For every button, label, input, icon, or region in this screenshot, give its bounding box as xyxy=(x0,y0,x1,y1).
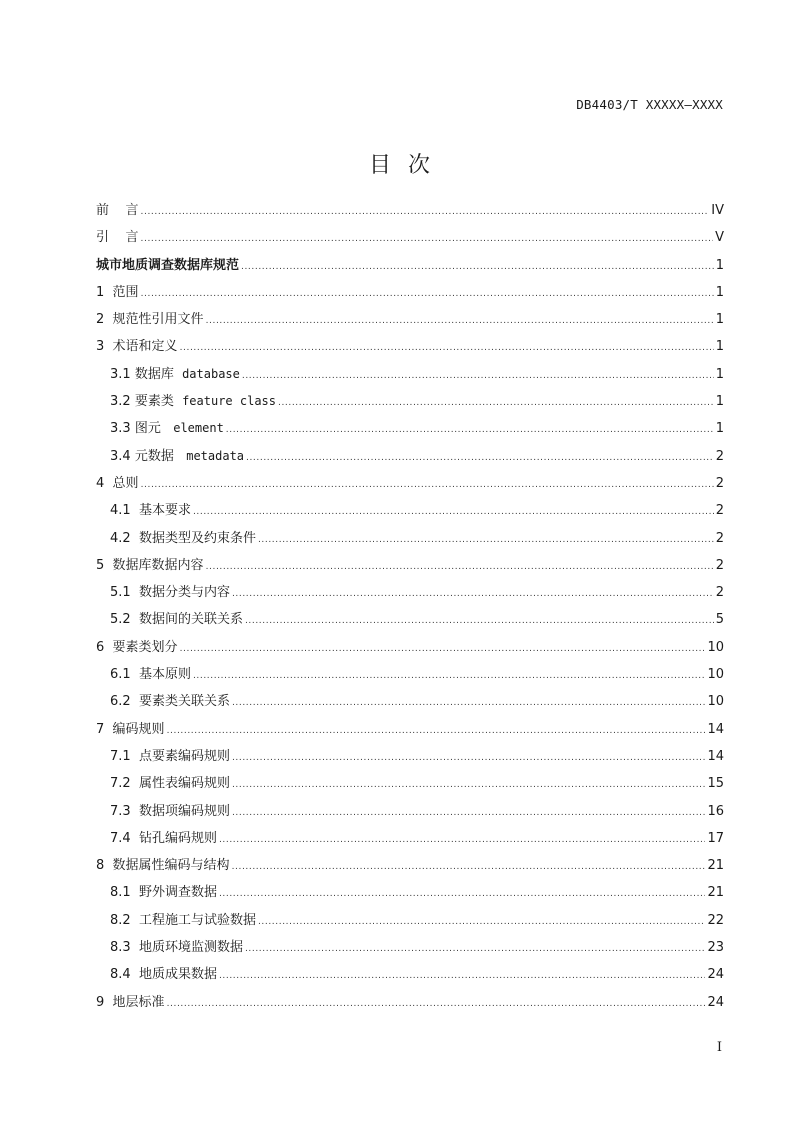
dot-leader xyxy=(232,854,706,881)
toc-entry-label: 数据分类与内容 xyxy=(138,585,230,601)
toc-entry-label: 工程施工与试验数据 xyxy=(138,912,256,928)
toc-entry-english-term: metadata xyxy=(186,448,245,463)
toc-entry-english-term: database xyxy=(182,366,240,381)
toc-entry[interactable] xyxy=(96,852,724,879)
toc-entry-number: 7 xyxy=(96,721,113,737)
toc-entry-page: 22 xyxy=(707,912,724,928)
dot-leader xyxy=(193,499,714,526)
toc-entry[interactable] xyxy=(96,798,724,825)
dot-leader xyxy=(242,363,714,390)
toc-entry-page: 2 xyxy=(715,503,724,519)
toc-entry[interactable] xyxy=(96,470,724,497)
toc-entry-page: 10 xyxy=(707,694,724,710)
toc-entry-label: 基本原则 xyxy=(138,667,191,683)
toc-entry-number: 8.3 xyxy=(110,940,139,956)
dot-leader xyxy=(232,800,705,827)
toc-entry-label: 要素类划分 xyxy=(112,639,178,655)
toc-entry[interactable] xyxy=(96,197,724,224)
dot-leader xyxy=(219,827,705,854)
dot-leader xyxy=(232,690,705,717)
toc-entry-english-term: feature class xyxy=(182,394,276,409)
toc-entry-page: 1 xyxy=(715,284,724,300)
toc-entry-label: 编码规则 xyxy=(112,721,165,737)
toc-entry-page: 2 xyxy=(715,448,724,464)
toc-entry[interactable] xyxy=(96,989,724,1016)
toc-entry-number: 9 xyxy=(96,994,113,1010)
toc-entry-label: 元数据 xyxy=(134,448,187,464)
toc-entry-page: 1 xyxy=(715,257,724,273)
toc-entry-number: 3.3 xyxy=(110,421,135,437)
page-title: 目 次 xyxy=(369,153,431,178)
toc-entry[interactable] xyxy=(96,579,724,606)
dot-leader xyxy=(219,881,705,908)
dot-leader xyxy=(232,772,705,799)
toc-entry-number: 8 xyxy=(96,858,113,874)
toc-entry-label: 基本要求 xyxy=(138,503,191,519)
dot-leader xyxy=(167,991,706,1018)
page-number: I xyxy=(716,1040,722,1055)
table-of-contents xyxy=(96,197,724,1016)
toc-entry-page: 10 xyxy=(707,639,724,655)
toc-entry-label: 地质环境监测数据 xyxy=(138,940,243,956)
toc-entry-label: 城市地质调查数据库规范 xyxy=(96,257,240,273)
toc-entry[interactable] xyxy=(96,634,724,661)
toc-entry[interactable] xyxy=(96,333,724,360)
toc-entry-page: 15 xyxy=(707,776,724,792)
toc-entry-page: 17 xyxy=(707,830,724,846)
toc-entry[interactable] xyxy=(96,497,724,524)
toc-entry-number: 5.2 xyxy=(110,612,139,628)
dot-leader xyxy=(180,636,706,663)
dot-leader xyxy=(167,718,706,745)
toc-entry-label: 数据类型及约束条件 xyxy=(138,530,256,546)
toc-entry-page: 5 xyxy=(715,612,724,628)
toc-entry-label: 术语和定义 xyxy=(112,339,178,355)
toc-entry-label: 总则 xyxy=(112,475,139,491)
toc-entry[interactable] xyxy=(96,825,724,852)
toc-entry-number: 7.3 xyxy=(110,803,139,819)
toc-entry[interactable] xyxy=(96,552,724,579)
dot-leader xyxy=(206,308,714,335)
dot-leader xyxy=(141,199,710,226)
toc-entry-label: 地质成果数据 xyxy=(138,967,217,983)
toc-entry-page: 21 xyxy=(707,858,724,874)
toc-entry-number: 4.1 xyxy=(110,503,139,519)
toc-entry-label: 前 言 xyxy=(96,203,139,218)
toc-entry-label: 数据项编码规则 xyxy=(138,803,230,819)
dot-leader xyxy=(141,226,714,253)
toc-entry-page: 2 xyxy=(715,475,724,491)
dot-leader xyxy=(180,335,714,362)
toc-entry-number: 3.1 xyxy=(110,366,135,382)
toc-entry[interactable] xyxy=(96,661,724,688)
toc-entry-label: 钻孔编码规则 xyxy=(138,830,217,846)
toc-entry[interactable] xyxy=(96,443,724,470)
dot-leader xyxy=(226,417,714,444)
toc-entry-number: 8.2 xyxy=(110,912,139,928)
toc-entry-page: 21 xyxy=(707,885,724,901)
toc-entry-number: 8.4 xyxy=(110,967,139,983)
dot-leader xyxy=(141,472,714,499)
toc-entry-label: 数据库数据内容 xyxy=(112,557,204,573)
toc-entry-label: 数据库 xyxy=(134,366,183,382)
dot-leader xyxy=(246,445,714,472)
toc-entry[interactable] xyxy=(96,306,724,333)
toc-entry-label: 要素类 xyxy=(134,394,183,410)
toc-entry[interactable] xyxy=(96,961,724,988)
toc-entry[interactable] xyxy=(96,279,724,306)
toc-entry-page: 10 xyxy=(707,667,724,683)
toc-entry-page: 16 xyxy=(707,803,724,819)
toc-entry-number: 7.1 xyxy=(110,748,139,764)
toc-entry-page: 24 xyxy=(707,967,724,983)
toc-entry-label: 规范性引用文件 xyxy=(112,312,204,328)
toc-entry-number: 5.1 xyxy=(110,585,139,601)
dot-leader xyxy=(141,281,714,308)
toc-entry-label: 引 言 xyxy=(96,230,139,246)
toc-entry-page: 1 xyxy=(715,394,724,410)
dot-leader xyxy=(219,963,705,990)
toc-entry-page: 2 xyxy=(715,557,724,573)
dot-leader xyxy=(258,527,714,554)
toc-entry-page: 23 xyxy=(707,940,724,956)
toc-entry-number: 4 xyxy=(96,475,113,491)
toc-entry-number: 5 xyxy=(96,557,113,573)
toc-entry-number: 7.4 xyxy=(110,830,139,846)
toc-entry-number: 4.2 xyxy=(110,530,139,546)
toc-entry-number: 6.1 xyxy=(110,667,139,683)
toc-entry[interactable] xyxy=(96,743,724,770)
toc-entry-number: 3 xyxy=(96,339,113,355)
toc-entry[interactable] xyxy=(96,907,724,934)
toc-entry-number: 2 xyxy=(96,312,113,328)
toc-entry-page: 2 xyxy=(715,585,724,601)
toc-entry-page: 14 xyxy=(707,748,724,764)
toc-entry-english-term: element xyxy=(173,421,224,436)
toc-entry-number: 3.2 xyxy=(110,394,135,410)
toc-entry-label: 野外调查数据 xyxy=(138,885,217,901)
toc-entry-page: 1 xyxy=(715,312,724,328)
toc-entry-page: V xyxy=(715,230,724,246)
dot-leader xyxy=(278,390,714,417)
toc-entry-number: 7.2 xyxy=(110,776,139,792)
toc-entry[interactable] xyxy=(96,606,724,633)
toc-entry-label: 点要素编码规则 xyxy=(138,748,230,764)
toc-entry-page: 14 xyxy=(707,721,724,737)
toc-entry[interactable] xyxy=(96,361,724,388)
toc-entry[interactable] xyxy=(96,770,724,797)
toc-entry-number: 6 xyxy=(96,639,113,655)
toc-entry[interactable] xyxy=(96,934,724,961)
toc-entry[interactable] xyxy=(96,525,724,552)
toc-entry-label: 地层标准 xyxy=(112,994,165,1010)
toc-entry[interactable] xyxy=(96,415,724,442)
toc-entry-label: 数据属性编码与结构 xyxy=(112,858,230,874)
toc-entry-page: IV xyxy=(711,203,724,218)
dot-leader xyxy=(241,254,714,281)
toc-entry-number: 1 xyxy=(96,284,113,300)
toc-entry-page: 1 xyxy=(715,339,724,355)
toc-entry[interactable] xyxy=(96,252,724,279)
toc-entry[interactable] xyxy=(96,879,724,906)
toc-entry-number: 6.2 xyxy=(110,694,139,710)
toc-entry-label: 图元 xyxy=(134,421,174,437)
toc-entry-label: 范围 xyxy=(112,284,139,300)
toc-entry-page: 24 xyxy=(707,994,724,1010)
toc-entry-number: 3.4 xyxy=(110,448,135,464)
toc-entry[interactable] xyxy=(96,224,724,251)
toc-entry-number: 8.1 xyxy=(110,885,139,901)
toc-entry-label: 要素类关联关系 xyxy=(138,694,230,710)
document-code: DB4403/T XXXXX—XXXX xyxy=(576,97,723,112)
toc-entry-page: 2 xyxy=(715,530,724,546)
dot-leader xyxy=(245,608,714,635)
toc-entry-label: 属性表编码规则 xyxy=(138,776,230,792)
dot-leader xyxy=(193,663,705,690)
dot-leader xyxy=(245,936,705,963)
dot-leader xyxy=(206,554,714,581)
dot-leader xyxy=(232,745,705,772)
toc-entry-label: 数据间的关联关系 xyxy=(138,612,243,628)
dot-leader xyxy=(232,581,714,608)
toc-entry-page: 1 xyxy=(715,421,724,437)
dot-leader xyxy=(258,909,705,936)
toc-entry[interactable] xyxy=(96,688,724,715)
toc-entry[interactable] xyxy=(96,716,724,743)
toc-entry-page: 1 xyxy=(715,366,724,382)
toc-entry[interactable] xyxy=(96,388,724,415)
